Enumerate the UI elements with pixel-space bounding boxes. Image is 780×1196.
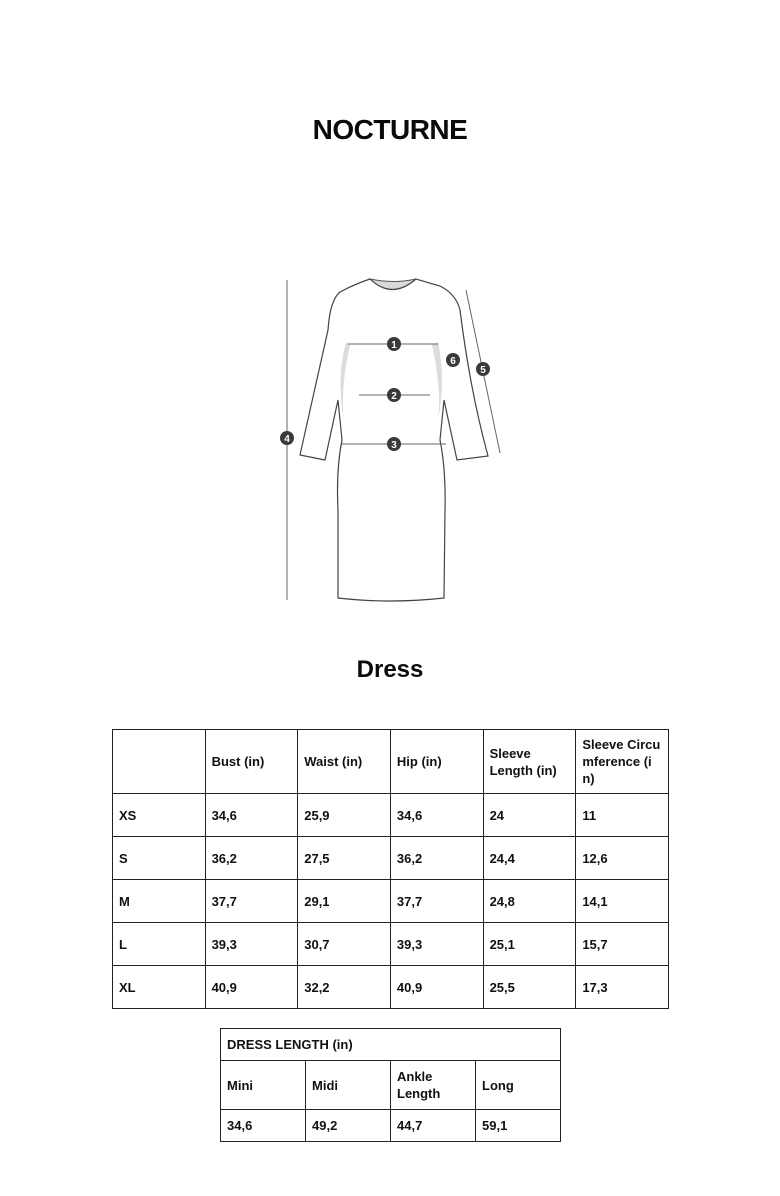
header-cell: Hip (in) — [390, 730, 483, 794]
table-cell: 40,9 — [390, 966, 483, 1009]
brand-logo: NOCTURNE — [312, 114, 468, 145]
table-cell: 12,6 — [576, 837, 669, 880]
header-cell: Bust (in) — [205, 730, 298, 794]
marker-4: 4 — [284, 434, 290, 445]
header-cell: Midi — [306, 1061, 391, 1110]
size-label: XS — [113, 794, 206, 837]
table-cell: 34,6 — [390, 794, 483, 837]
table-cell: 40,9 — [205, 966, 298, 1009]
size-label: S — [113, 837, 206, 880]
length-value-row — [221, 1110, 561, 1142]
header-cell: Mini — [221, 1061, 306, 1110]
header-cell: Ankle Length — [391, 1061, 476, 1110]
table-header-row — [113, 730, 669, 794]
header-cell — [113, 730, 206, 794]
table-cell: 27,5 — [298, 837, 391, 880]
table-cell: 24 — [483, 794, 576, 837]
table-cell: 25,9 — [298, 794, 391, 837]
size-label: L — [113, 923, 206, 966]
size-label: XL — [113, 966, 206, 1009]
table-cell: 59,1 — [476, 1110, 561, 1142]
table-cell: 11 — [576, 794, 669, 837]
header-cell: Waist (in) — [298, 730, 391, 794]
table-cell: 14,1 — [576, 880, 669, 923]
marker-1: 1 — [391, 340, 397, 351]
table-row — [113, 794, 669, 837]
table-cell: 44,7 — [391, 1110, 476, 1142]
table-cell: 39,3 — [205, 923, 298, 966]
table-cell: 24,8 — [483, 880, 576, 923]
marker-3: 3 — [391, 440, 397, 451]
dress-length-table — [220, 1028, 561, 1142]
table-cell: 37,7 — [390, 880, 483, 923]
table-cell: 17,3 — [576, 966, 669, 1009]
table-cell: 29,1 — [298, 880, 391, 923]
table-cell: 25,5 — [483, 966, 576, 1009]
table-cell: 30,7 — [298, 923, 391, 966]
header-cell: Long — [476, 1061, 561, 1110]
table-row — [113, 923, 669, 966]
length-title-row — [221, 1029, 561, 1061]
table-cell: 36,2 — [390, 837, 483, 880]
table-cell: 49,2 — [306, 1110, 391, 1142]
table-cell: 39,3 — [390, 923, 483, 966]
header-cell: Sleeve Length (in) — [483, 730, 576, 794]
table-row — [113, 837, 669, 880]
length-table-title: DRESS LENGTH (in) — [221, 1029, 561, 1061]
table-cell: 15,7 — [576, 923, 669, 966]
length-header-row — [221, 1061, 561, 1110]
table-cell: 34,6 — [205, 794, 298, 837]
table-cell: 32,2 — [298, 966, 391, 1009]
table-cell: 34,6 — [221, 1110, 306, 1142]
section-title: Dress — [356, 656, 424, 683]
table-cell: 37,7 — [205, 880, 298, 923]
table-row — [113, 880, 669, 923]
table-cell: 25,1 — [483, 923, 576, 966]
marker-2: 2 — [391, 391, 397, 402]
table-row — [113, 966, 669, 1009]
size-chart-table — [112, 729, 669, 1009]
size-label: M — [113, 880, 206, 923]
marker-6: 6 — [450, 356, 456, 367]
header-cell: Sleeve Circumference (in) — [576, 730, 669, 794]
table-cell: 36,2 — [205, 837, 298, 880]
marker-5: 5 — [480, 365, 486, 376]
table-cell: 24,4 — [483, 837, 576, 880]
dress-measurement-diagram — [270, 270, 510, 610]
